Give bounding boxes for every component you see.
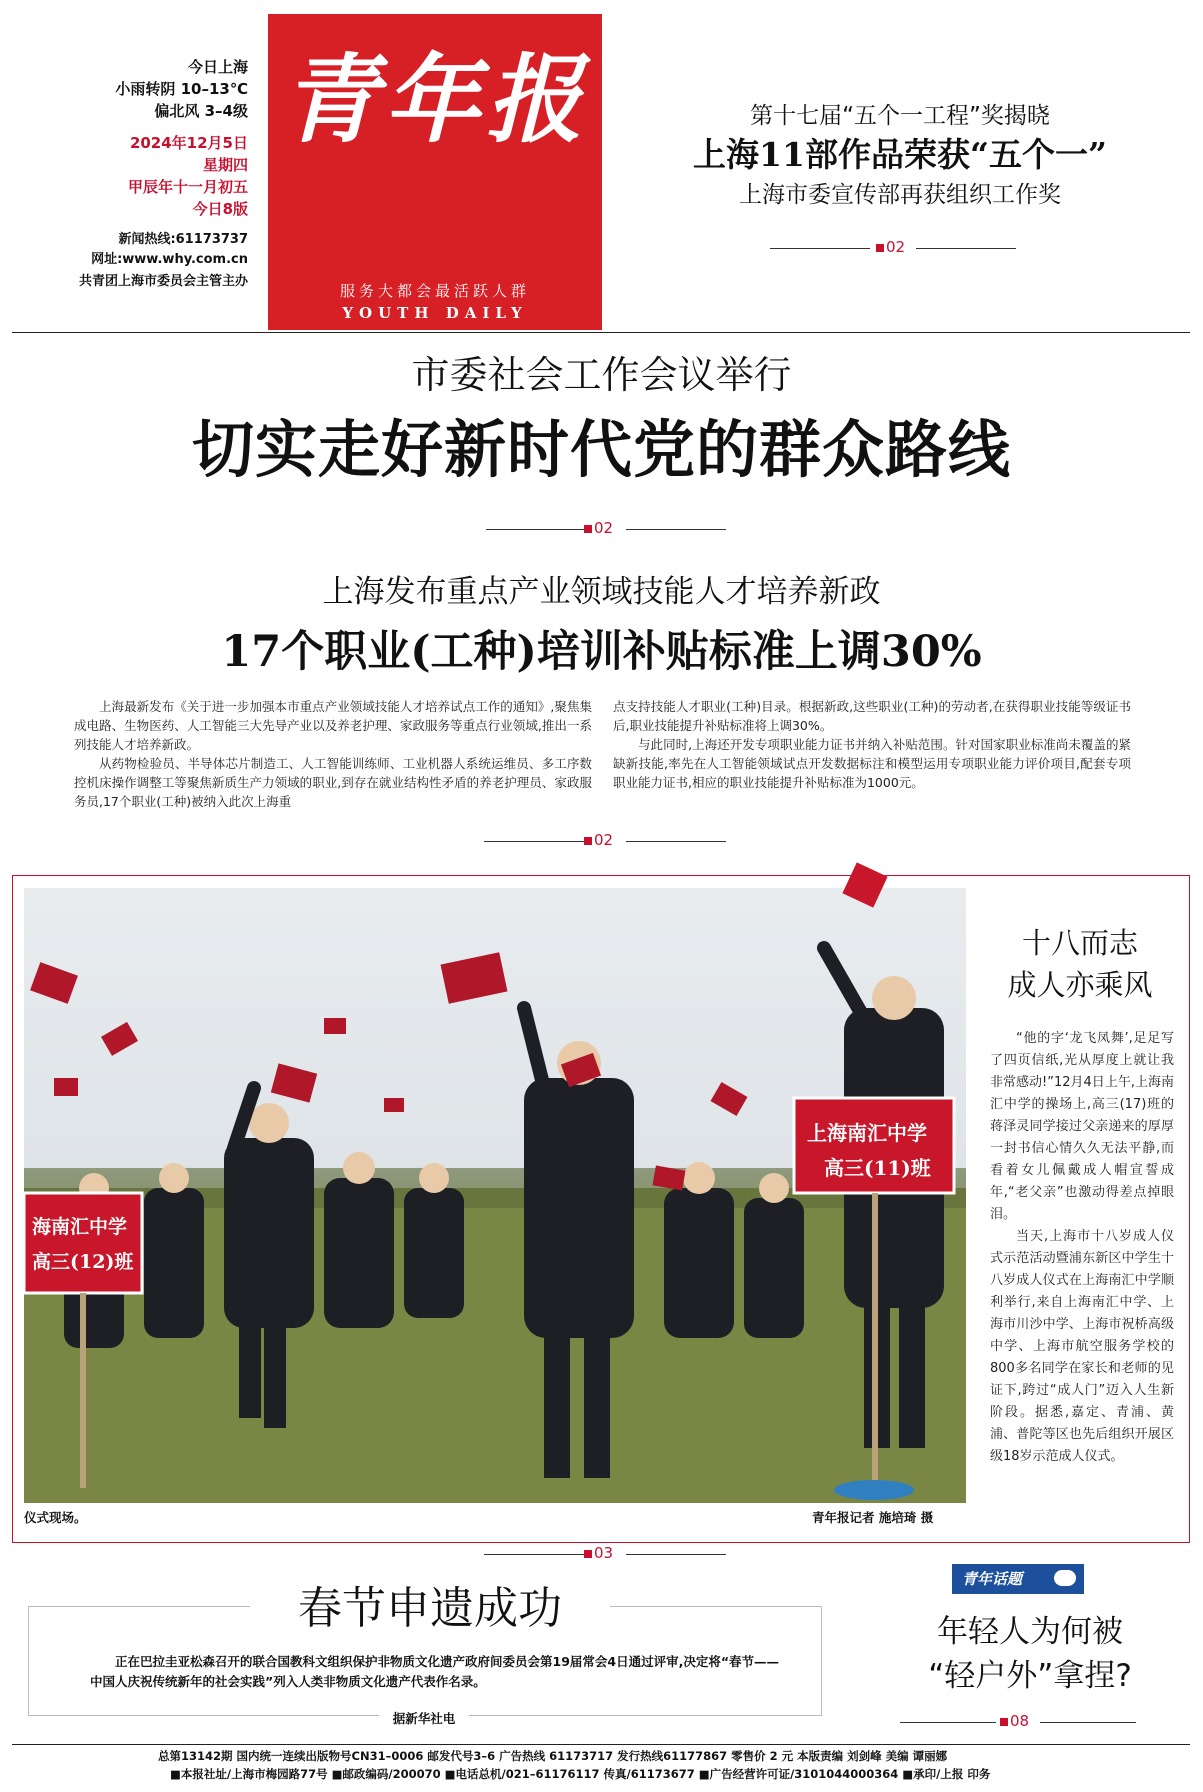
spring-source-wrap bbox=[28, 1708, 820, 1727]
photo-paragraph: 当天,上海市十八岁成人仪式示范活动暨浦东新区中学生十八岁成人仪式在上海南汇中学顺利举行,来自上海南汇中学、上海市川沙中学、上海市祝桥高级中学、上海市航空服务学校的800多名同学在家长和老师的见证下,跨过“成人门”迈入人生新阶段。据悉,嘉定、青浦、黄浦、普陀等区也先后组织开展区级18岁示范成人仪式。 bbox=[990, 1229, 1174, 1464]
photo-story-body bbox=[990, 1028, 1174, 1468]
masthead-info bbox=[40, 56, 248, 294]
spring-body: 正在巴拉圭亚松森召开的联合国教科文组织保护非物质文化遗产政府间委员会第19届常会4日通过评审,决定将“春节——中国人庆祝传统新年的社会实践”列入人类非物质文化遗产代表作名录。 bbox=[90, 1654, 780, 1689]
skills-column-1 bbox=[74, 697, 592, 811]
square-icon bbox=[584, 1550, 592, 1558]
skills-paragraph: 与此同时,上海还开发专项职业能力证书并纳入补贴范围。针对国家职业标准尚未覆盖的紧缺新技能,率先在人工智能领域试点开发数据标注和模型运用专项职业能力评价项目,配套专项职业能力证书,相应的职业技能提升补贴标准为1000元。 bbox=[613, 737, 1131, 790]
top-story-kicker: 第十七届“五个一工程”奖揭晓 bbox=[750, 103, 1050, 129]
spring-headline: 春节申遗成功 bbox=[298, 1583, 562, 1634]
logo-slogan: 服务大都会最活跃人群 bbox=[339, 282, 530, 300]
photo-page-ref[interactable]: 03 bbox=[584, 1544, 613, 1562]
square-icon bbox=[584, 525, 592, 533]
ref-divider bbox=[484, 841, 584, 842]
chat-bubble-icon bbox=[1054, 1570, 1076, 1586]
youth-topic-line-2: “轻户外”拿捏? bbox=[928, 1658, 1132, 1694]
photo-story-title bbox=[980, 922, 1180, 1006]
sponsor: 共青团上海市委员会主管主办 bbox=[78, 274, 248, 289]
ref-divider bbox=[1040, 1722, 1136, 1723]
ref-divider bbox=[900, 1722, 996, 1723]
top-story-page-ref[interactable]: 02 bbox=[876, 238, 905, 256]
issue-date: 2024年12月5日 bbox=[129, 134, 248, 152]
logo-text: 青年报 bbox=[282, 43, 588, 156]
weather-city: 今日上海 bbox=[187, 58, 248, 76]
page-count: 今日8版 bbox=[192, 200, 248, 218]
lead-kicker: 市委社会工作会议举行 bbox=[411, 353, 792, 397]
youth-topic-line-1: 年轻人为何被 bbox=[937, 1614, 1123, 1650]
youth-topic-badge-label: 青年话题 bbox=[962, 1570, 1023, 1588]
lead-headline: 切实走好新时代党的群众路线 bbox=[191, 413, 1011, 486]
ref-divider bbox=[484, 1554, 584, 1555]
photo-title-line-2: 成人亦乘风 bbox=[1007, 968, 1153, 1002]
weather-desc: 小雨转阴 10–13℃ bbox=[115, 80, 248, 98]
sign-right-line-2: 高三(11)班 bbox=[824, 1156, 931, 1180]
skills-page-ref[interactable]: 02 bbox=[584, 831, 613, 849]
skills-paragraph: 点支持技能人才职业(工种)目录。根据新政,这些职业(工种)的劳动者,在获得职业技能等级证书后,职业技能提升补贴标准将上调30%。 bbox=[613, 699, 1131, 733]
masthead-rule bbox=[12, 332, 1190, 333]
sign-left-line-2: 高三(12)班 bbox=[32, 1251, 134, 1273]
ref-divider bbox=[626, 529, 726, 530]
sign-right-line-1: 上海南汇中学 bbox=[807, 1121, 927, 1145]
photo-credit: 青年报记者 施培琦 摄 bbox=[812, 1510, 934, 1525]
square-icon bbox=[1000, 1718, 1008, 1726]
youth-topic-page-ref[interactable]: 08 bbox=[1000, 1712, 1029, 1730]
ref-divider bbox=[626, 841, 726, 842]
lead-page-ref[interactable]: 02 bbox=[584, 519, 613, 537]
skills-column-2 bbox=[613, 697, 1131, 792]
top-story bbox=[620, 100, 1180, 212]
square-icon bbox=[584, 837, 592, 845]
skills-paragraph: 上海最新发布《关于进一步加强本市重点产业领域技能人才培养试点工作的通知》,聚焦集成电路、生物医药、人工智能三大先导产业以及养老护理、家政服务等重点行业领域,推出一系列技能人才培养新政。 bbox=[74, 699, 592, 752]
ref-divider bbox=[916, 248, 1016, 249]
website[interactable]: 网址:www.why.com.cn bbox=[91, 252, 248, 267]
logo-english-name: YOUTH DAILY bbox=[342, 304, 528, 322]
top-story-headline: 上海11部作品荣获“五个一” bbox=[693, 135, 1107, 174]
photo-title-line-1: 十八而志 bbox=[1021, 926, 1138, 960]
wind: 偏北风 3–4级 bbox=[154, 102, 248, 120]
footer-line-2: ■本报社址/上海市梅园路77号 ■邮政编码/200070 ■电话总机/021–61176117 传真/61173677 ■广告经营许可证/3101044000364 ■承印/上报 印务 bbox=[170, 1767, 991, 1781]
masthead-logo bbox=[268, 14, 602, 330]
square-icon bbox=[876, 244, 884, 252]
ref-divider bbox=[486, 529, 586, 530]
footer-rule bbox=[12, 1744, 1190, 1745]
ref-divider bbox=[770, 248, 870, 249]
skills-headline: 17个职业(工种)培训补贴标准上调30% bbox=[221, 627, 982, 677]
spring-source: 据新华社电 bbox=[379, 1711, 470, 1726]
issue-weekday: 星期四 bbox=[202, 156, 248, 174]
ceremony-photo bbox=[24, 888, 966, 1503]
skills-paragraph: 从药物检验员、半导体芯片制造工、人工智能训练师、工业机器人系统运维员、多工序数控机床操作调整工等聚焦新质生产力领域的职业,到存在就业结构性矛盾的养老护理员、家政服务员,17个职业(工种)被纳入此次上海重 bbox=[74, 756, 592, 809]
hotline: 新闻热线:61173737 bbox=[118, 232, 248, 247]
ceremony-illustration bbox=[24, 888, 966, 1503]
lunar-date: 甲辰年十一月初五 bbox=[127, 178, 248, 196]
photo-paragraph: “他的字‘龙飞凤舞’,足足写了四页信纸,光从厚度上就让我非常感动!”12月4日上午,上海南汇中学的操场上,高三(17)班的蒋泽灵同学接过父亲递来的厚厚一封书信心情久久无法平静,而看着女儿佩戴成人帽宣誓成年,“老父亲”也激动得差点掉眼泪。 bbox=[990, 1031, 1174, 1222]
skills-kicker: 上海发布重点产业领域技能人才培养新政 bbox=[322, 574, 881, 610]
photo-caption: 仪式现场。 bbox=[24, 1510, 87, 1525]
sign-left-line-1: 海南汇中学 bbox=[32, 1216, 128, 1238]
youth-topic-headline bbox=[880, 1610, 1180, 1698]
ref-divider bbox=[626, 1554, 726, 1555]
top-story-subhead: 上海市委宣传部再获组织工作奖 bbox=[739, 182, 1061, 208]
footer-line-1: 总第13142期 国内统一连续出版物号CN31–0006 邮发代号3–6 广告热线 61173717 发行热线61177867 零售价 2 元 本版责编 刘剑峰 美编 谭丽娜 bbox=[158, 1749, 948, 1763]
youth-topic-badge[interactable] bbox=[952, 1564, 1084, 1594]
